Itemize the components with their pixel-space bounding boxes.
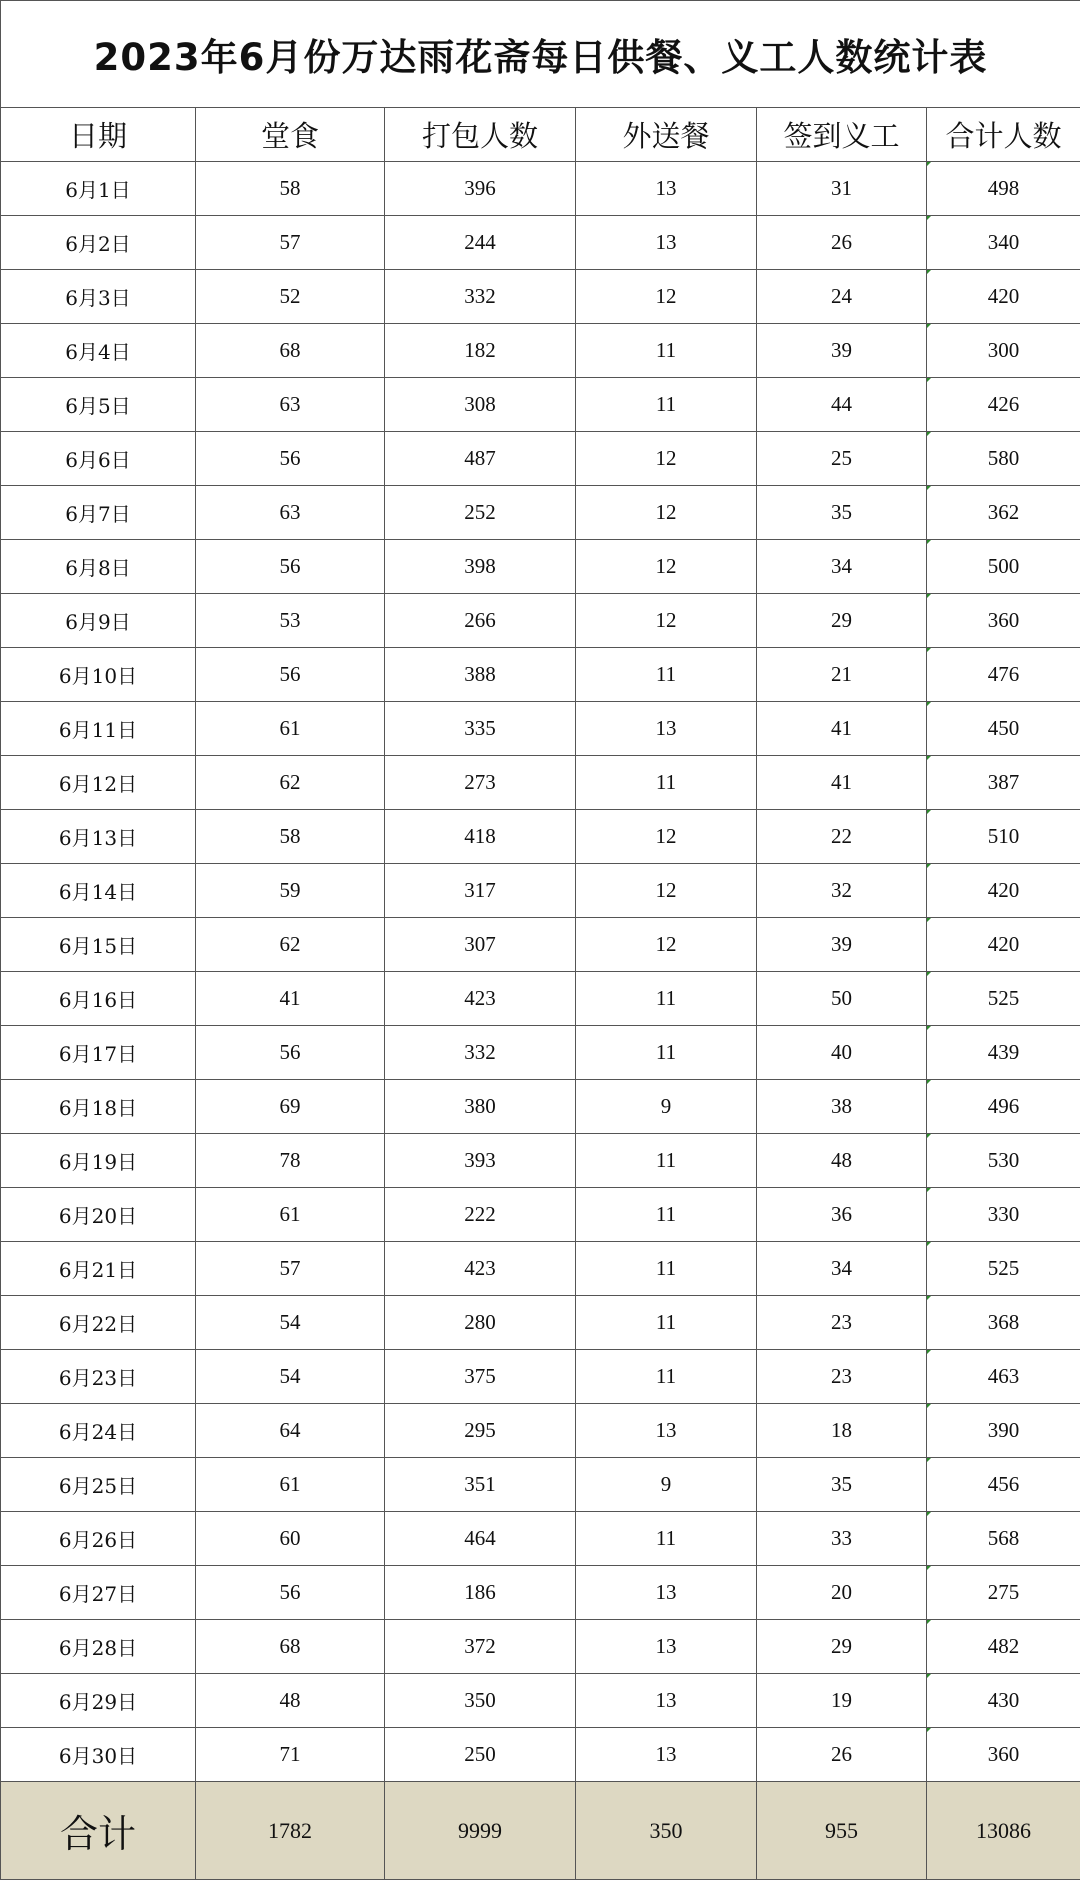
total-cell: 390 [927,1404,1080,1458]
total-cell: 450 [927,702,1080,756]
total-cell: 387 [927,756,1080,810]
dine-in-cell: 48 [196,1674,385,1728]
dine-in-cell: 60 [196,1512,385,1566]
table-row [1,378,1080,432]
summary-row [1,1782,1080,1880]
date-cell: 6月2日 [1,216,196,270]
delivery-cell: 11 [576,756,757,810]
dine-in-cell: 61 [196,702,385,756]
dine-in-cell: 69 [196,1080,385,1134]
delivery-cell: 11 [576,324,757,378]
total-cell: 496 [927,1080,1080,1134]
dine-in-cell: 64 [196,1404,385,1458]
takeaway-cell: 244 [385,216,576,270]
dine-in-cell: 58 [196,810,385,864]
table-row [1,162,1080,216]
dine-in-cell: 61 [196,1188,385,1242]
takeaway-cell: 332 [385,270,576,324]
dine-in-cell: 71 [196,1728,385,1782]
delivery-cell: 12 [576,810,757,864]
date-cell: 6月28日 [1,1620,196,1674]
date-cell: 6月27日 [1,1566,196,1620]
table-row [1,1350,1080,1404]
title-row [1,1,1080,108]
date-cell: 6月7日 [1,486,196,540]
volunteers-cell: 25 [757,432,927,486]
volunteers-cell: 33 [757,1512,927,1566]
date-cell: 6月1日 [1,162,196,216]
table-title: 2023年6月份万达雨花斋每日供餐、义工人数统计表 [1,1,1080,108]
date-cell: 6月10日 [1,648,196,702]
takeaway-cell: 396 [385,162,576,216]
delivery-cell: 9 [576,1458,757,1512]
takeaway-cell: 350 [385,1674,576,1728]
total-cell: 525 [927,972,1080,1026]
takeaway-cell: 372 [385,1620,576,1674]
volunteers-cell: 41 [757,756,927,810]
table-row [1,1512,1080,1566]
takeaway-cell: 380 [385,1080,576,1134]
takeaway-cell: 464 [385,1512,576,1566]
takeaway-cell: 375 [385,1350,576,1404]
date-cell: 6月8日 [1,540,196,594]
date-cell: 6月30日 [1,1728,196,1782]
date-cell: 6月6日 [1,432,196,486]
volunteers-cell: 40 [757,1026,927,1080]
date-cell: 6月21日 [1,1242,196,1296]
dine-in-cell: 68 [196,324,385,378]
date-cell: 6月20日 [1,1188,196,1242]
table-row [1,702,1080,756]
date-cell: 6月26日 [1,1512,196,1566]
date-cell: 6月18日 [1,1080,196,1134]
date-cell: 6月3日 [1,270,196,324]
dine-in-cell: 58 [196,162,385,216]
takeaway-cell: 332 [385,1026,576,1080]
volunteers-cell: 34 [757,1242,927,1296]
volunteers-cell: 35 [757,486,927,540]
takeaway-cell: 252 [385,486,576,540]
takeaway-cell: 266 [385,594,576,648]
total-cell: 498 [927,162,1080,216]
header-volunteers: 签到义工 [757,108,927,162]
delivery-cell: 12 [576,918,757,972]
total-cell: 300 [927,324,1080,378]
volunteers-cell: 39 [757,324,927,378]
total-cell: 430 [927,1674,1080,1728]
volunteers-cell: 26 [757,1728,927,1782]
date-cell: 6月12日 [1,756,196,810]
total-cell: 420 [927,270,1080,324]
takeaway-cell: 393 [385,1134,576,1188]
dine-in-cell: 52 [196,270,385,324]
delivery-cell: 11 [576,648,757,702]
total-cell: 500 [927,540,1080,594]
dine-in-cell: 56 [196,432,385,486]
delivery-cell: 13 [576,1404,757,1458]
dine-in-cell: 57 [196,216,385,270]
total-cell: 426 [927,378,1080,432]
table-row [1,540,1080,594]
total-cell: 360 [927,594,1080,648]
dine-in-cell: 41 [196,972,385,1026]
takeaway-cell: 280 [385,1296,576,1350]
dine-in-cell: 68 [196,1620,385,1674]
volunteers-cell: 34 [757,540,927,594]
total-cell: 360 [927,1728,1080,1782]
takeaway-cell: 423 [385,1242,576,1296]
table-row [1,648,1080,702]
dine-in-cell: 63 [196,486,385,540]
total-cell: 463 [927,1350,1080,1404]
volunteers-cell: 23 [757,1350,927,1404]
header-total: 合计人数 [927,108,1080,162]
volunteers-cell: 24 [757,270,927,324]
summary-total: 13086 [927,1782,1080,1880]
volunteers-cell: 22 [757,810,927,864]
summary-takeaway: 9999 [385,1782,576,1880]
takeaway-cell: 335 [385,702,576,756]
date-cell: 6月9日 [1,594,196,648]
table-row [1,1674,1080,1728]
volunteers-cell: 20 [757,1566,927,1620]
volunteers-cell: 48 [757,1134,927,1188]
delivery-cell: 12 [576,864,757,918]
date-cell: 6月4日 [1,324,196,378]
takeaway-cell: 307 [385,918,576,972]
delivery-cell: 13 [576,216,757,270]
date-cell: 6月13日 [1,810,196,864]
dine-in-cell: 56 [196,1026,385,1080]
volunteers-cell: 18 [757,1404,927,1458]
volunteers-cell: 39 [757,918,927,972]
date-cell: 6月17日 [1,1026,196,1080]
dine-in-cell: 56 [196,540,385,594]
takeaway-cell: 487 [385,432,576,486]
delivery-cell: 13 [576,162,757,216]
volunteers-cell: 35 [757,1458,927,1512]
volunteers-cell: 19 [757,1674,927,1728]
total-cell: 568 [927,1512,1080,1566]
takeaway-cell: 182 [385,324,576,378]
dine-in-cell: 56 [196,1566,385,1620]
takeaway-cell: 308 [385,378,576,432]
total-cell: 510 [927,810,1080,864]
volunteers-cell: 26 [757,216,927,270]
total-cell: 476 [927,648,1080,702]
delivery-cell: 13 [576,1620,757,1674]
delivery-cell: 11 [576,1188,757,1242]
dine-in-cell: 56 [196,648,385,702]
total-cell: 439 [927,1026,1080,1080]
volunteers-cell: 50 [757,972,927,1026]
table-row [1,594,1080,648]
date-cell: 6月25日 [1,1458,196,1512]
delivery-cell: 12 [576,432,757,486]
volunteers-cell: 29 [757,594,927,648]
takeaway-cell: 295 [385,1404,576,1458]
table-row [1,1566,1080,1620]
volunteers-cell: 38 [757,1080,927,1134]
header-dine-in: 堂食 [196,108,385,162]
table-row [1,1134,1080,1188]
total-cell: 368 [927,1296,1080,1350]
volunteers-cell: 41 [757,702,927,756]
takeaway-cell: 423 [385,972,576,1026]
takeaway-cell: 388 [385,648,576,702]
date-cell: 6月19日 [1,1134,196,1188]
table-row [1,1404,1080,1458]
header-delivery: 外送餐 [576,108,757,162]
delivery-cell: 13 [576,1566,757,1620]
table-row [1,864,1080,918]
summary-delivery: 350 [576,1782,757,1880]
volunteers-cell: 44 [757,378,927,432]
delivery-cell: 11 [576,1512,757,1566]
dine-in-cell: 62 [196,756,385,810]
table-row [1,1620,1080,1674]
total-cell: 580 [927,432,1080,486]
header-date: 日期 [1,108,196,162]
delivery-cell: 13 [576,702,757,756]
dine-in-cell: 62 [196,918,385,972]
total-cell: 330 [927,1188,1080,1242]
table-row [1,270,1080,324]
table-row [1,1296,1080,1350]
total-cell: 420 [927,864,1080,918]
date-cell: 6月5日 [1,378,196,432]
table-row [1,1242,1080,1296]
table-row [1,486,1080,540]
dine-in-cell: 78 [196,1134,385,1188]
summary-label: 合计 [1,1782,196,1880]
takeaway-cell: 418 [385,810,576,864]
date-cell: 6月16日 [1,972,196,1026]
delivery-cell: 11 [576,1242,757,1296]
delivery-cell: 12 [576,270,757,324]
delivery-cell: 11 [576,1350,757,1404]
dine-in-cell: 61 [196,1458,385,1512]
volunteers-cell: 21 [757,648,927,702]
table-row [1,1728,1080,1782]
table-row [1,432,1080,486]
volunteers-cell: 31 [757,162,927,216]
takeaway-cell: 186 [385,1566,576,1620]
takeaway-cell: 222 [385,1188,576,1242]
delivery-cell: 11 [576,1296,757,1350]
delivery-cell: 12 [576,540,757,594]
volunteers-cell: 29 [757,1620,927,1674]
dine-in-cell: 63 [196,378,385,432]
delivery-cell: 12 [576,486,757,540]
date-cell: 6月14日 [1,864,196,918]
table-row [1,1188,1080,1242]
volunteers-cell: 32 [757,864,927,918]
total-cell: 362 [927,486,1080,540]
date-cell: 6月22日 [1,1296,196,1350]
takeaway-cell: 273 [385,756,576,810]
total-cell: 482 [927,1620,1080,1674]
date-cell: 6月29日 [1,1674,196,1728]
table-row [1,216,1080,270]
delivery-cell: 11 [576,972,757,1026]
total-cell: 530 [927,1134,1080,1188]
summary-dine-in: 1782 [196,1782,385,1880]
dine-in-cell: 54 [196,1296,385,1350]
table-row [1,756,1080,810]
table-row [1,918,1080,972]
delivery-cell: 13 [576,1728,757,1782]
total-cell: 275 [927,1566,1080,1620]
delivery-cell: 11 [576,1134,757,1188]
summary-volunteers: 955 [757,1782,927,1880]
table-row [1,1458,1080,1512]
date-cell: 6月24日 [1,1404,196,1458]
table-row [1,1026,1080,1080]
total-cell: 420 [927,918,1080,972]
delivery-cell: 11 [576,378,757,432]
table-row [1,324,1080,378]
volunteers-cell: 23 [757,1296,927,1350]
date-cell: 6月15日 [1,918,196,972]
dine-in-cell: 59 [196,864,385,918]
takeaway-cell: 317 [385,864,576,918]
delivery-cell: 11 [576,1026,757,1080]
table-row [1,1080,1080,1134]
delivery-cell: 13 [576,1674,757,1728]
table-row [1,810,1080,864]
takeaway-cell: 250 [385,1728,576,1782]
header-takeaway: 打包人数 [385,108,576,162]
delivery-cell: 12 [576,594,757,648]
table-row [1,972,1080,1026]
takeaway-cell: 398 [385,540,576,594]
volunteers-cell: 36 [757,1188,927,1242]
total-cell: 456 [927,1458,1080,1512]
header-row [1,108,1080,162]
date-cell: 6月23日 [1,1350,196,1404]
takeaway-cell: 351 [385,1458,576,1512]
date-cell: 6月11日 [1,702,196,756]
total-cell: 340 [927,216,1080,270]
dine-in-cell: 57 [196,1242,385,1296]
delivery-cell: 9 [576,1080,757,1134]
dine-in-cell: 54 [196,1350,385,1404]
dine-in-cell: 53 [196,594,385,648]
total-cell: 525 [927,1242,1080,1296]
